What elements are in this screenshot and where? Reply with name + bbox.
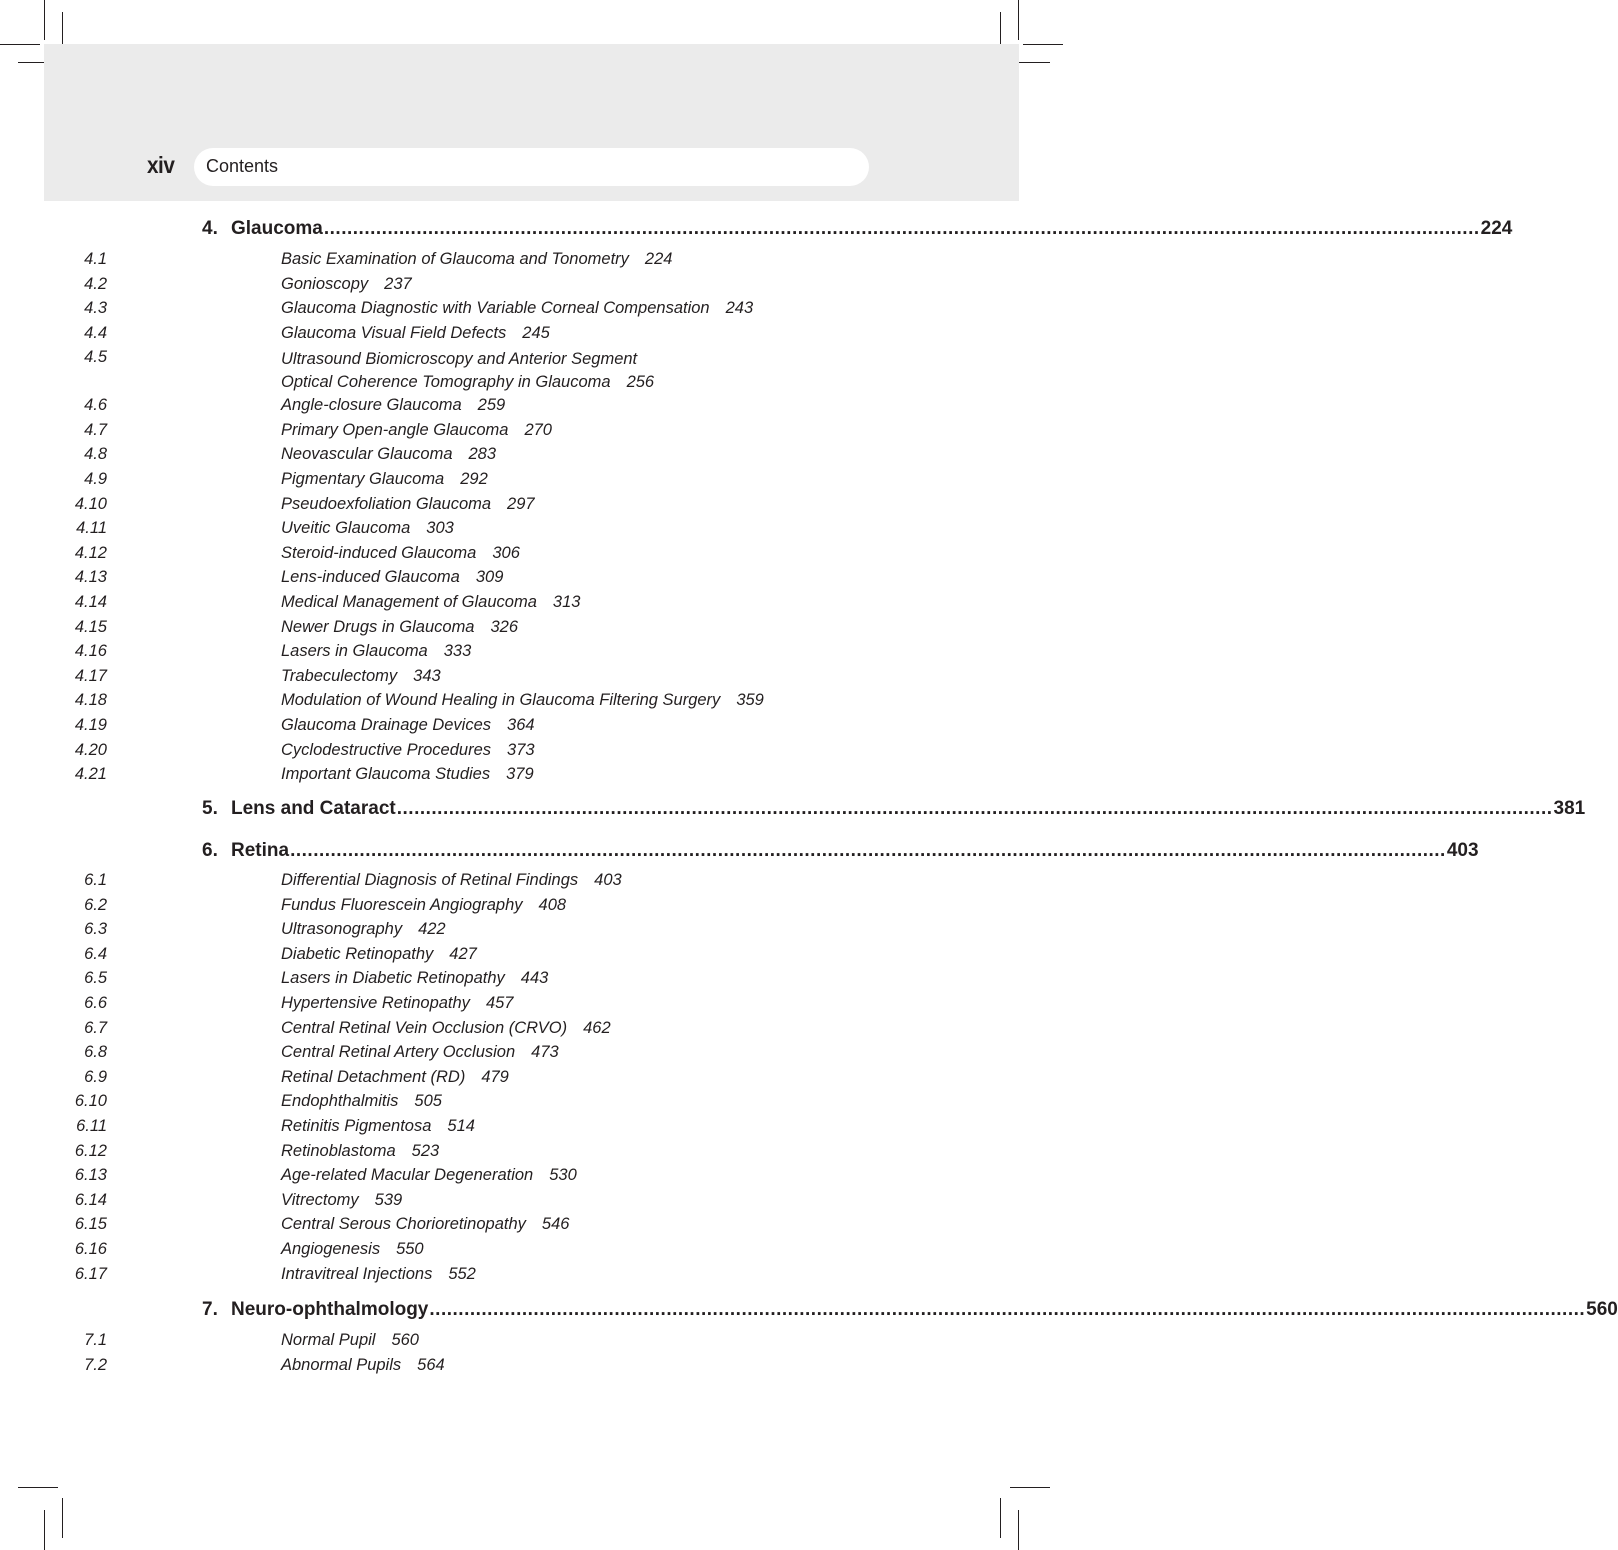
running-head-label: Contents [206,156,279,176]
toc-section[interactable] [0,275,900,299]
section-entry [281,741,535,760]
section-title: Important Glaucoma Studies [281,765,491,784]
crop-mark [44,1510,45,1550]
section-entry [281,871,622,890]
crop-mark [1023,44,1063,45]
toc-chapter[interactable] [202,840,1479,868]
section-title: Central Serous Chorioretinopathy [281,1215,526,1234]
section-number: 6.9 [84,1067,107,1086]
section-entry [281,275,412,294]
section-title: Intravitreal Injections [281,1264,433,1283]
section-page: 552 [448,1264,476,1283]
section-page: 427 [449,944,477,963]
section-page: 422 [418,920,446,939]
section-entry [281,1166,577,1185]
section-title: Glaucoma Visual Field Defects [281,323,507,342]
section-entry [281,1356,445,1375]
section-number: 4.8 [84,445,107,464]
crop-mark [1010,1487,1050,1488]
section-title: Endophthalmitis [281,1092,399,1111]
dot-leader: ........................................................................................................................................................................................................ [396,798,1553,819]
section-title: Glaucoma Drainage Devices [281,715,492,734]
section-entry [281,1215,569,1234]
section-number: 4.12 [74,543,107,562]
toc-section[interactable] [0,994,900,1018]
section-number: 4.16 [74,642,107,661]
section-number: 6.16 [74,1240,107,1258]
section-page: 523 [411,1141,440,1160]
section-entry [281,969,548,988]
dot-leader: ........................................................................................................................................................................................................ [323,218,1480,239]
section-number: 6.8 [84,1043,107,1062]
chapter-number: 5. [202,798,218,819]
section-entry [281,299,753,318]
section-title: Differential Diagnosis of Retinal Findings [281,871,579,889]
section-number: 6.4 [84,944,107,963]
section-entry [281,495,535,514]
toc-section[interactable] [0,1331,900,1355]
section-title: Trabeculectomy [281,666,398,685]
section-number: 7.1 [84,1331,107,1349]
section-page: 343 [413,666,441,685]
section-entry [281,1068,509,1087]
toc-section[interactable] [0,1043,900,1067]
section-title: Angiogenesis [281,1240,381,1258]
toc-section[interactable] [0,1092,900,1116]
section-title: Cyclodestructive Procedures [281,740,492,759]
toc-section[interactable] [0,969,900,993]
section-number: 6.1 [84,871,107,889]
section-page: 256 [626,373,655,392]
section-page: 550 [396,1240,424,1258]
section-title: Angle-closure Glaucoma [281,396,462,415]
section-number: 6.15 [74,1215,107,1234]
crop-mark [1018,1510,1019,1550]
section-title: Pseudoexfoliation Glaucoma [281,494,492,513]
section-title: Newer Drugs in Glaucoma [281,617,475,636]
toc-section[interactable] [0,1019,900,1043]
toc-section[interactable] [0,396,900,420]
toc-section[interactable] [0,1265,900,1289]
section-entry [281,250,672,269]
section-page: 313 [552,592,581,611]
section-entry [281,642,471,661]
toc-section[interactable] [0,470,900,494]
section-number: 4.6 [84,396,107,415]
toc-section[interactable] [0,519,900,543]
chapter-title: Retina [231,840,290,861]
running-head [194,148,869,186]
toc-section[interactable] [0,691,900,715]
section-page: 326 [490,617,519,636]
section-title: Pigmentary Glaucoma [281,469,445,488]
toc-section[interactable] [0,421,900,445]
section-page: 359 [736,691,764,710]
section-number: 4.9 [84,469,107,488]
section-title: Lens-induced Glaucoma [281,568,460,587]
section-entry [281,765,534,784]
section-entry [281,421,552,440]
section-page: 564 [417,1355,445,1374]
section-entry [281,396,505,415]
section-page: 364 [507,715,535,734]
section-entry [281,470,488,489]
section-number: 4.1 [84,250,107,268]
crop-mark [18,1487,58,1488]
section-number: 6.6 [84,994,107,1012]
section-title: Ultrasonography [281,920,403,939]
section-number: 4.21 [74,765,107,784]
chapter-number: 7. [202,1299,218,1320]
section-entry [281,896,566,915]
toc-section[interactable] [0,445,900,469]
section-entry [281,1240,424,1259]
dot-leader: ........................................................................................................................................................................................................ [290,840,1446,861]
section-entry [281,1117,475,1136]
section-page: 303 [426,519,454,538]
toc-section[interactable] [0,568,900,592]
section-page: 245 [522,323,550,342]
toc-section[interactable] [0,741,900,765]
toc-section[interactable] [0,1117,900,1141]
crop-mark [62,1498,63,1538]
section-page: 539 [374,1190,403,1209]
section-page: 560 [391,1331,419,1349]
toc-section[interactable] [0,348,900,392]
section-number: 4.7 [84,420,107,439]
section-number: 4.20 [74,740,107,759]
section-page: 224 [644,250,673,268]
section-title: Retinitis Pigmentosa [281,1117,432,1135]
section-number: 4.3 [84,299,107,318]
section-number: 6.12 [74,1141,107,1160]
toc-section[interactable] [0,324,900,348]
section-number: 4.4 [84,323,107,342]
section-entry [281,1331,419,1350]
section-page: 292 [460,469,488,488]
section-number: 4.14 [74,592,107,611]
section-title: Diabetic Retinopathy [281,944,434,963]
section-page: 530 [549,1166,577,1185]
section-entry [281,691,764,710]
section-title: Basic Examination of Glaucoma and Tonometry [281,250,629,268]
section-number: 6.2 [84,895,107,914]
section-entry [281,994,513,1013]
section-title: Retinoblastoma [281,1141,396,1160]
section-page: 306 [492,543,520,562]
section-number: 6.11 [76,1117,107,1135]
section-entry [281,1092,442,1111]
section-page: 309 [475,568,504,587]
section-page: 297 [507,494,535,513]
section-entry [281,544,520,563]
crop-mark [44,0,45,40]
section-number: 4.19 [74,715,107,734]
section-entry [281,1043,559,1062]
toc-section[interactable] [0,1142,900,1166]
section-page: 259 [477,396,506,415]
section-number: 6.7 [84,1018,107,1037]
chapter-page: 224 [1480,218,1513,239]
toc-chapter[interactable] [202,798,1586,826]
toc-section[interactable] [0,618,900,642]
section-number: 6.14 [74,1190,107,1209]
section-title: Modulation of Wound Healing in Glaucoma Filtering Surgery [281,691,721,710]
section-entry [281,1265,476,1284]
section-number: 6.10 [74,1092,107,1111]
section-page: 333 [443,642,472,661]
toc-section[interactable] [0,1356,900,1380]
toc-section[interactable] [0,716,900,740]
section-page: 505 [414,1092,442,1111]
section-entry [281,593,580,612]
section-number: 6.3 [84,920,107,939]
chapter-number: 6. [202,840,218,861]
section-title: Uveitic Glaucoma [281,519,411,538]
section-entry [281,519,454,538]
toc-section[interactable] [0,495,900,519]
section-title: Lasers in Glaucoma [281,642,428,661]
section-page: 473 [531,1043,559,1062]
crop-mark [1000,1498,1001,1538]
section-number: 7.2 [84,1355,107,1374]
section-entry [281,445,496,464]
section-page: 462 [583,1018,611,1037]
chapter-title: Lens and Cataract [231,798,396,819]
section-title: Age-related Macular Degeneration [281,1166,534,1185]
toc-chapter[interactable] [202,1299,1618,1327]
toc-section[interactable] [0,642,900,666]
section-page: 546 [541,1215,570,1234]
section-title: Central Retinal Vein Occlusion (CRVO) [281,1018,568,1037]
section-entry [281,667,441,686]
section-number: 6.5 [84,969,107,988]
page-number: xiv [147,152,175,178]
chapter-title: Glaucoma [231,218,323,239]
section-title: Hypertensive Retinopathy [281,994,470,1012]
toc-section[interactable] [0,1068,900,1092]
section-entry [281,568,503,587]
section-number: 4.15 [74,617,107,636]
section-page: 237 [384,274,412,293]
section-number: 4.17 [74,666,107,685]
section-title: Primary Open-angle Glaucoma [281,420,509,439]
section-entry [281,1191,402,1210]
section-number: 4.11 [76,519,107,538]
section-page: 373 [507,740,535,759]
toc-section[interactable] [0,667,900,691]
toc-section[interactable] [0,299,900,323]
chapter-number: 4. [202,218,218,239]
section-number: 4.10 [74,494,107,513]
section-title: Vitrectomy [281,1190,359,1209]
section-title: Lasers in Diabetic Retinopathy [281,969,505,988]
toc-section[interactable] [0,945,900,969]
toc-section[interactable] [0,1166,900,1190]
section-number: 4.18 [74,691,107,710]
toc-section[interactable] [0,1191,900,1215]
section-entry [281,1142,439,1161]
section-title: Steroid-induced Glaucoma [281,543,477,562]
section-number: 6.13 [74,1166,107,1185]
section-title: Fundus Fluorescein Angiography [281,895,523,914]
section-number: 4.13 [74,568,107,587]
chapter-page: 560 [1586,1299,1618,1320]
section-title: Ultrasound Biomicroscopy and Anterior Segment [281,350,638,369]
toc-section[interactable] [0,896,900,920]
section-page: 243 [725,299,754,318]
section-page: 408 [538,895,567,914]
section-number: 6.17 [74,1264,107,1283]
section-entry [281,348,654,394]
section-title: Medical Management of Glaucoma [281,592,537,611]
section-title: Normal Pupil [281,1331,376,1349]
chapter-page: 381 [1553,798,1586,819]
chapter-title: Neuro-ophthalmology [231,1299,429,1320]
toc-section[interactable] [0,1215,900,1239]
section-page: 270 [524,420,552,439]
section-number: 4.2 [84,274,107,293]
crop-mark [0,44,40,45]
section-page: 403 [594,871,622,889]
toc-section[interactable] [0,871,900,895]
section-entry [281,618,518,637]
toc-section[interactable] [0,765,900,789]
section-title: Gonioscopy [281,274,369,293]
section-title-line2: Optical Coherence Tomography in Glaucoma [281,373,611,392]
section-page: 457 [485,994,514,1012]
section-entry [281,716,535,735]
section-page: 283 [468,445,497,464]
section-entry [281,324,550,343]
crop-mark [1018,0,1019,40]
toc-section[interactable] [0,1240,900,1264]
section-entry [281,920,446,939]
section-page: 443 [520,969,549,988]
section-title: Glaucoma Diagnostic with Variable Corneal Compensation [281,299,710,318]
section-entry [281,945,477,964]
dot-leader: ........................................................................................................................................................................................................ [429,1299,1586,1320]
toc-section[interactable] [0,920,900,944]
toc-section[interactable] [0,250,900,274]
section-page: 479 [481,1067,509,1086]
toc-section[interactable] [0,593,900,617]
chapter-page: 403 [1446,840,1479,861]
section-number: 4.5 [84,348,107,367]
toc-chapter[interactable] [202,218,1513,246]
section-page: 379 [506,765,534,784]
section-title: Neovascular Glaucoma [281,445,453,464]
toc-section[interactable] [0,544,900,568]
section-title: Abnormal Pupils [281,1355,402,1374]
section-title: Retinal Detachment (RD) [281,1067,466,1086]
section-entry [281,1019,611,1038]
section-page: 514 [447,1117,475,1135]
section-title: Central Retinal Artery Occlusion [281,1043,516,1062]
